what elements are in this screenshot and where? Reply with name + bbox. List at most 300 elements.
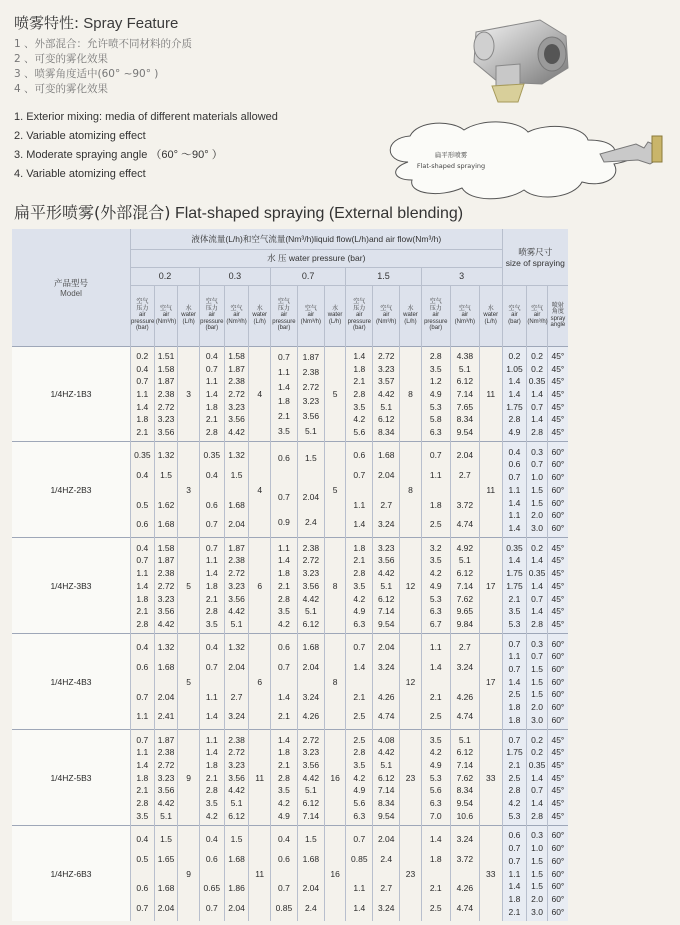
air-flow-value: 7.62 [456,772,474,783]
size-air-pressure-value: 0.7 [508,843,521,854]
model-cell: 1/4HZ-1B3 [12,346,131,442]
air-pressure-list [271,826,297,921]
sub-air-pressure-line: 压力 [353,305,366,312]
size-air-pressure [502,538,527,634]
sub-water-flow [400,285,422,346]
spray-angle [547,634,568,730]
size-air-flow-value: 2.8 [531,427,543,438]
air-flow-value: 4.42 [228,785,245,796]
air-pressure-value: 1.1 [136,568,149,579]
air-flow-value: 5.1 [304,785,317,796]
air-flow-value: 5.1 [304,425,317,436]
air-flow-value: 6.12 [228,810,245,821]
sub-air-flow-line: (Nm³/h) [226,318,247,325]
spray-angle-value: 60° [551,446,565,457]
air-flow-list [225,634,249,729]
size-air-pressure-value: 1.4 [508,676,521,687]
air-flow-value: 5.1 [230,798,243,809]
air-flow-value: 2.72 [228,747,245,758]
air-pressure-value: 1.4 [205,747,218,758]
air-pressure-list [271,730,297,825]
size-air-pressure-value: 0.6 [508,830,521,841]
spec-table [12,229,568,921]
air-flow-value: 3.23 [302,568,320,579]
water-flow: 9 [178,730,200,826]
air-flow-value: 3.23 [157,593,175,604]
water-flow: 5 [178,634,200,730]
air-flow-value: 5.1 [160,810,172,821]
air-flow-value: 6.12 [302,618,320,629]
air-pressure-value: 0.7 [136,903,149,914]
size-air-pressure-value: 0.35 [506,542,523,553]
spray-angle-list [548,730,568,825]
model-cell: 1/4HZ-3B3 [12,538,131,634]
air-pressure-list [422,826,450,921]
air-flow-value: 1.5 [230,470,243,481]
air-pressure-value: 1.4 [278,734,290,745]
air-flow-value: 4.42 [157,798,175,809]
sub-air-pressure-line: pressure [424,318,448,325]
size-air-flow-value: 0.3 [531,638,543,649]
air-pressure-value: 0.7 [353,642,366,653]
air-pressure-value: 3.5 [278,606,290,617]
air-pressure [131,634,155,730]
air-flow-value: 2.72 [157,759,175,770]
size-sub-air-flow-line: (Nm³/h) [527,318,548,325]
air-flow-value: 2.7 [458,642,471,653]
model-cell: 1/4HZ-4B3 [12,634,131,730]
air-flow [154,826,178,921]
air-pressure-value: 1.4 [353,519,366,530]
table-row-group [12,538,568,634]
sub-air-pressure-line: air [208,312,216,319]
air-flow-value: 7.14 [302,810,320,821]
air-pressure [421,826,450,921]
air-pressure-list [200,538,224,633]
air-pressure-value: 1.2 [429,376,442,387]
air-flow-value: 4.74 [456,711,474,722]
air-pressure-value: 2.1 [136,427,149,438]
air-flow-value: 1.58 [228,350,245,361]
size-air-pressure-value: 0.4 [508,446,521,457]
air-flow [154,346,178,442]
spray-angle [547,442,568,538]
pressure-header-0: 0.2 [131,267,200,285]
air-flow-value: 3.24 [228,711,245,722]
air-flow-value: 3.24 [302,691,320,702]
air-flow-value: 8.34 [456,414,474,425]
water-flow: 6 [249,634,271,730]
air-pressure-value: 0.7 [136,691,149,702]
size-air-pressure-list [503,730,527,825]
air-pressure-value: 1.8 [136,772,149,783]
air-flow-value: 3.24 [377,903,395,914]
size-air-pressure [502,634,527,730]
air-flow-value: 5.1 [380,759,393,770]
air-pressure [421,346,450,442]
air-flow-value: 3.56 [302,411,320,422]
air-flow-list [225,442,249,537]
air-flow-value: 3.23 [302,747,320,758]
air-flow-value: 2.04 [377,833,395,844]
air-flow [224,346,249,442]
feature-title [14,12,454,33]
air-pressure-value: 2.8 [353,568,366,579]
air-pressure [270,442,297,538]
air-flow-list [298,730,324,825]
air-pressure-value: 2.8 [353,388,366,399]
air-flow-value: 2.04 [228,903,245,914]
water-flow: 17 [479,538,502,634]
spray-angle-value: 45° [551,759,565,770]
size-air-pressure-value: 1.8 [508,893,521,904]
spray-angle-value: 60° [551,855,565,866]
air-pressure-value: 0.4 [205,642,218,653]
sub-air-pressure-line: 空气 [353,299,366,306]
sub-air-pressure-line: (bar) [277,325,291,332]
air-flow-list [451,347,479,442]
spray-angle-value: 60° [551,881,565,892]
sub-air-flow [450,285,479,346]
air-flow-value: 6.12 [456,747,474,758]
size-air-pressure-value: 3.5 [508,606,521,617]
air-pressure-value: 0.6 [353,450,366,461]
air-flow [450,442,479,538]
sub-air-flow-line: (Nm³/h) [300,318,322,325]
air-flow-value: 3.23 [157,414,175,425]
size-sub-air-pressure-line: air [511,312,518,319]
air-flow-value: 2.04 [157,903,175,914]
air-pressure-value: 1.4 [136,580,149,591]
water-flow: 11 [249,826,271,921]
air-pressure-value: 4.9 [429,388,442,399]
size-air-flow-value: 1.4 [531,580,543,591]
air-pressure-list [131,442,154,537]
feature-en-item: 2. Variable atomizing effect [14,130,146,142]
sub-air-flow-line: (Nm³/h) [454,318,475,325]
spray-angle-value: 45° [551,810,565,821]
size-air-flow-value: 1.5 [531,868,543,879]
air-pressure-list [200,442,224,537]
water-flow: 6 [249,538,271,634]
air-flow [373,634,400,730]
air-pressure-value: 0.4 [136,642,149,653]
size-air-flow-value: 3.0 [531,714,543,725]
air-pressure-value: 0.4 [136,542,149,553]
spray-angle-value: 60° [551,664,565,675]
air-pressure-value: 5.6 [353,798,366,809]
spray-angle-value: 45° [551,388,565,399]
air-pressure-list [131,347,154,442]
size-header-en: size of spraying [505,257,565,268]
air-flow-value: 2.04 [228,519,245,530]
model-header-en: Model [60,288,82,298]
air-pressure [131,346,155,442]
air-flow-value: 2.7 [458,470,471,481]
air-pressure-value: 1.8 [278,396,290,407]
flow-header: 液体流量(L/h)和空气流量(Nm³/h)liquid flow(L/h)and air flow(Nm³/h) [131,229,503,249]
air-pressure [131,730,155,826]
air-pressure-value: 0.7 [205,519,218,530]
air-flow-value: 5.1 [458,555,471,566]
air-pressure-value: 3.5 [353,759,366,770]
air-pressure [199,346,224,442]
spray-angle-value: 45° [551,350,565,361]
water-flow: 8 [400,346,422,442]
air-flow-value: 2.38 [157,568,175,579]
air-pressure-value: 2.1 [136,606,149,617]
air-pressure [199,730,224,826]
air-flow-value: 2.72 [302,555,320,566]
sub-water-flow-line: 水 [185,305,192,312]
model-cell: 1/4HZ-2B3 [12,442,131,538]
air-flow-value: 3.23 [377,363,395,374]
air-pressure-value: 1.4 [278,691,290,702]
spray-angle-list [548,347,568,442]
air-pressure-value: 1.1 [205,555,218,566]
cloud-label-en: Flat-shaped spraying [416,162,486,170]
water-flow: 11 [479,346,502,442]
air-pressure-value: 2.1 [136,785,149,796]
model-header-cn: 产品型号 [53,278,88,289]
spray-angle-value: 60° [551,484,565,495]
size-sub-air-flow-line: 空气 [531,305,544,312]
size-air-flow-value: 0.2 [531,542,543,553]
air-pressure-value: 1.1 [353,499,366,510]
air-pressure-value: 0.6 [278,452,290,463]
size-header-cn: 喷雾尺寸 [518,246,553,257]
sub-air-pressure-line: 空气 [205,299,218,306]
sub-water-flow-line: (L/h) [404,318,417,325]
air-flow [154,442,178,538]
air-flow-value: 3.23 [157,772,175,783]
air-flow-value: 8.34 [456,785,474,796]
air-pressure [346,538,373,634]
water-flow: 16 [324,826,346,921]
air-pressure-value: 1.4 [205,568,218,579]
sub-water-flow-line: 水 [407,305,414,312]
size-air-flow-value: 1.5 [531,664,543,675]
size-air-pressure-value: 4.2 [508,798,521,809]
size-air-flow-value: 0.35 [528,568,546,579]
sub-air-pressure-line: 压力 [205,305,218,312]
air-pressure-list [131,826,154,921]
size-air-flow-value: 0.35 [528,376,546,387]
size-air-pressure-value: 1.75 [506,568,523,579]
air-flow-value: 1.68 [157,519,175,530]
air-pressure [346,346,373,442]
size-air-flow-value: 3.0 [531,522,543,533]
air-flow-value: 2.72 [157,401,175,412]
size-air-flow-list [527,730,546,825]
air-pressure-value: 0.2 [136,350,149,361]
air-pressure-list [131,730,154,825]
air-flow-value: 2.38 [302,542,320,553]
air-flow-value: 1.87 [157,734,175,745]
air-flow-value: 3.56 [157,785,175,796]
size-air-flow-value: 1.4 [531,606,543,617]
size-air-pressure-value: 0.7 [508,734,521,745]
water-flow: 11 [249,730,271,826]
air-pressure-value: 1.1 [205,376,218,387]
air-pressure [270,538,297,634]
sub-air-flow-line: 空气 [160,305,173,312]
air-pressure-value: 1.4 [429,833,442,844]
air-flow-list [225,347,249,442]
table-row-group [12,346,568,442]
air-flow-list [298,347,324,442]
air-flow-list [451,442,479,537]
air-flow-value: 4.38 [456,350,474,361]
air-pressure-list [271,634,297,729]
header-row-flow [12,229,568,249]
air-pressure-list [346,730,372,825]
air-flow [224,538,249,634]
size-air-pressure-value: 5.3 [508,618,521,629]
air-flow-value: 2.7 [380,499,393,510]
air-flow [450,538,479,634]
size-air-flow-value: 3.0 [531,906,543,917]
water-flow: 3 [178,442,200,538]
air-pressure [131,442,155,538]
spray-angle-value: 45° [551,376,565,387]
air-pressure-value: 3.5 [429,734,442,745]
air-pressure-value: 4.2 [278,618,290,629]
air-flow-value: 4.08 [377,734,395,745]
pressure-header-4: 3 [421,267,502,285]
size-air-pressure-value: 1.4 [508,497,521,508]
air-flow-value: 2.04 [456,450,474,461]
air-pressure-value: 4.2 [429,568,442,579]
air-flow-value: 1.32 [157,450,175,461]
air-pressure-value: 1.4 [205,388,218,399]
size-sub-air-pressure-line: 空气 [508,305,521,312]
air-pressure-value: 0.7 [136,555,149,566]
spray-angle-value: 60° [551,906,565,917]
water-flow: 11 [479,442,502,538]
air-pressure-value: 2.1 [353,376,366,387]
air-pressure [421,538,450,634]
air-pressure-value: 2.1 [205,414,218,425]
air-pressure-value: 0.7 [205,903,218,914]
size-air-pressure-value: 0.7 [508,664,521,675]
air-flow-value: 1.32 [228,450,245,461]
air-flow-list [225,538,249,633]
water-flow: 4 [249,346,271,442]
air-pressure-value: 0.4 [136,363,149,374]
air-pressure-value: 2.8 [136,798,149,809]
size-air-flow [527,826,547,921]
size-air-flow [527,730,547,826]
air-pressure-value: 5.6 [429,785,442,796]
feature-title-cn: 喷雾特性: [14,14,80,32]
spray-angle-list [548,442,568,537]
size-air-flow-value: 1.4 [531,772,543,783]
table-row-group [12,634,568,730]
spray-angle-value: 60° [551,676,565,687]
sub-air-pressure-line: air [139,312,146,319]
spray-angle-value: 60° [551,893,565,904]
sub-water-flow-line: (L/h) [182,318,195,325]
air-flow-value: 9.54 [456,798,474,809]
air-flow-list [451,634,479,729]
spray-angle-value: 60° [551,843,565,854]
air-flow-value: 2.04 [377,642,395,653]
air-pressure-value: 0.9 [278,516,290,527]
air-flow-list [373,730,399,825]
air-flow-value: 2.7 [380,883,393,894]
air-flow-value: 4.26 [456,883,474,894]
air-pressure-value: 0.7 [136,734,149,745]
air-flow-value: 6.12 [302,798,320,809]
sub-water-flow-line: water [181,312,196,319]
air-flow-value: 2.04 [157,691,175,702]
size-air-pressure-value: 1.4 [508,555,521,566]
air-flow-value: 1.32 [228,642,245,653]
spray-angle-value: 45° [551,772,565,783]
air-pressure-value: 3.5 [278,785,290,796]
size-air-pressure-value: 2.5 [508,772,521,783]
sub-air-pressure-line: pressure [131,318,155,325]
pressure-header-2: 0.7 [270,267,345,285]
air-flow [224,634,249,730]
air-pressure-value: 2.8 [353,747,366,758]
air-pressure-value: 5.3 [429,401,442,412]
air-flow-value: 2.04 [302,661,320,672]
size-air-flow-value: 1.4 [531,555,543,566]
air-pressure-list [346,442,372,537]
air-flow-value: 5.1 [458,734,471,745]
spray-angle-list [548,826,568,921]
air-pressure-value: 0.4 [205,470,218,481]
air-flow [297,442,324,538]
spray-angle [547,826,568,921]
air-flow-list [373,634,399,729]
spray-angle-value: 45° [551,785,565,796]
air-flow-value: 2.7 [230,691,243,702]
size-air-pressure-value: 1.1 [508,868,521,879]
sub-air-flow-line: 空气 [458,305,471,312]
air-flow-value: 5.1 [304,606,317,617]
air-flow [373,538,400,634]
size-air-pressure-value: 1.4 [508,388,521,399]
air-pressure-value: 6.3 [353,618,366,629]
air-flow-value: 7.14 [456,580,474,591]
air-flow-value: 1.68 [157,883,175,894]
size-sub-angle-line: 喷射 [551,302,564,309]
air-flow-value: 9.54 [456,427,474,438]
air-flow [450,346,479,442]
water-flow: 5 [324,346,346,442]
air-flow-value: 2.04 [302,492,320,503]
air-pressure-list [200,826,224,921]
air-flow-value: 1.87 [157,555,175,566]
air-flow-value: 4.42 [377,747,395,758]
sub-water-flow [249,285,271,346]
air-pressure-value: 0.35 [203,450,221,461]
size-air-flow-list [527,347,546,442]
air-pressure-value: 1.1 [353,883,366,894]
air-flow-value: 2.04 [302,883,320,894]
spray-angle [547,346,568,442]
air-flow [224,730,249,826]
air-flow-value: 2.04 [377,470,395,481]
air-pressure-value: 1.8 [205,759,218,770]
air-flow-value: 2.4 [304,903,317,914]
air-pressure-value: 1.8 [136,593,149,604]
air-pressure-list [346,347,372,442]
sub-air-flow-line: 空气 [380,305,393,312]
